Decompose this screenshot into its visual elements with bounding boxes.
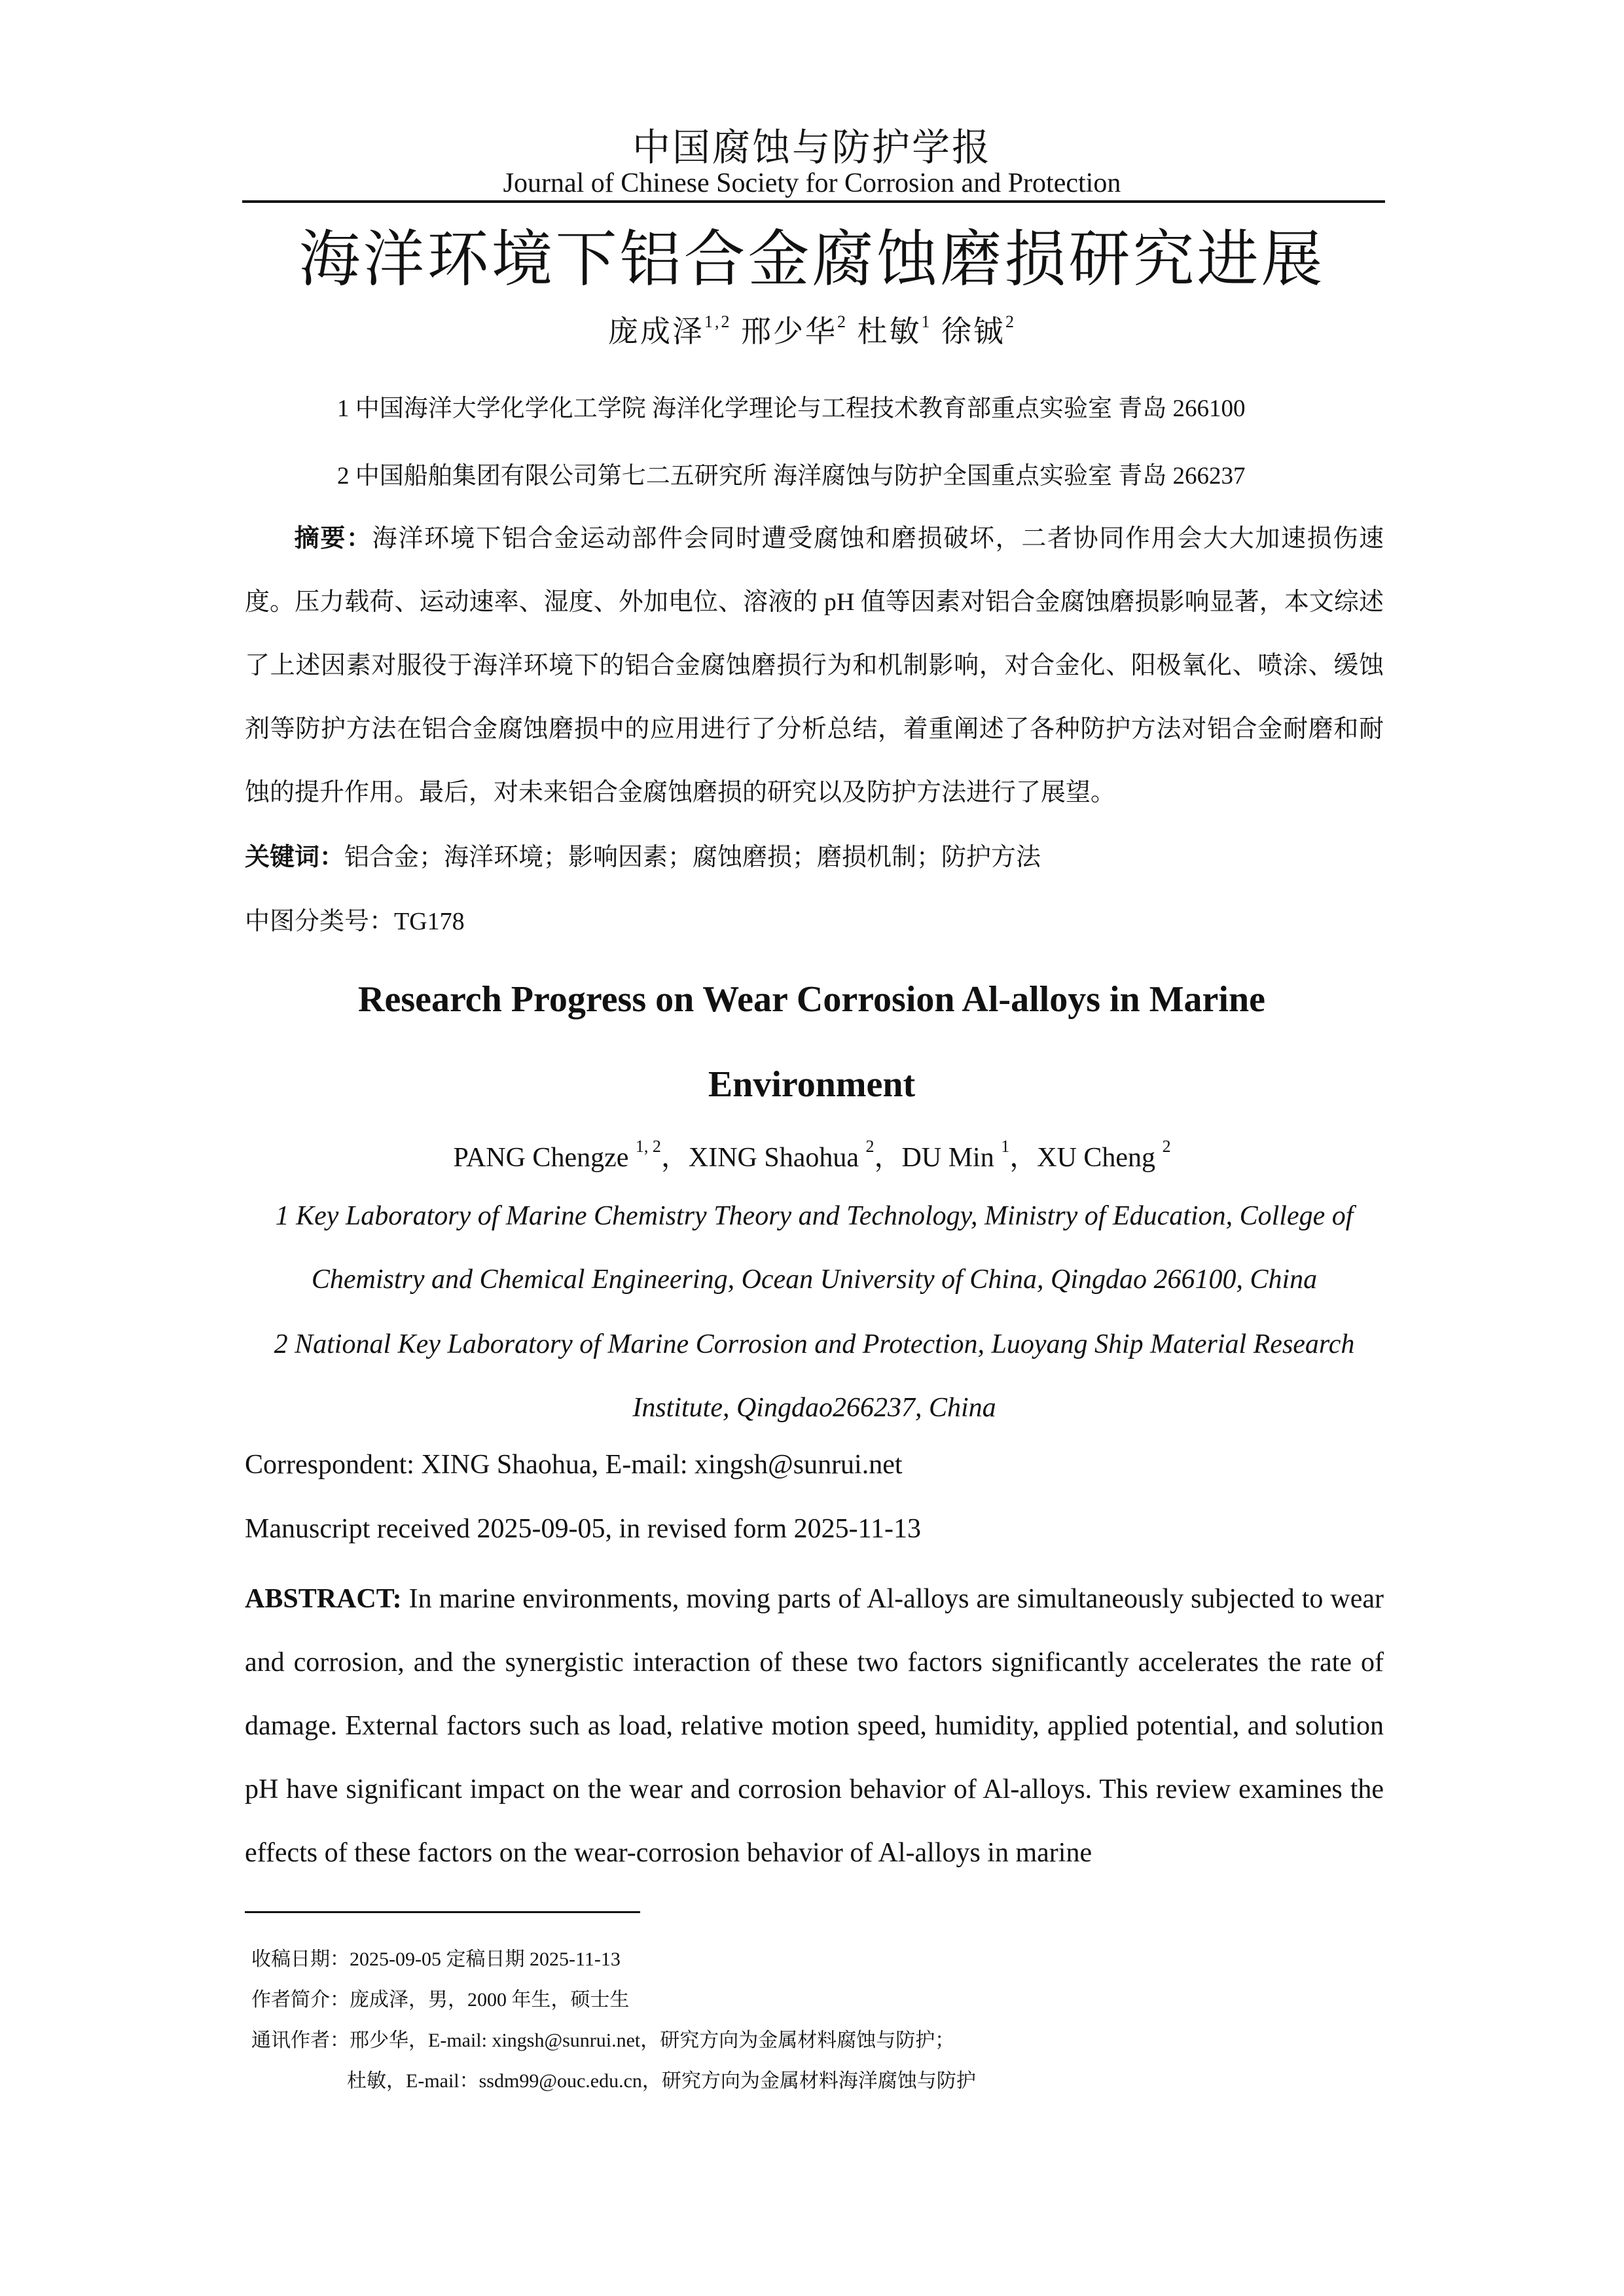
abstract-en-text: In marine environments, moving parts of Al-alloys are simultaneously subjected to wear and corrosion, and the synergistic interaction of these two factors significantly accelerates the rate of damage. External factors such as load, relative motion speed, humidity, applied potential, and solution pH have significant impact on the wear and corrosion behavior of Al-alloys. This review examines the effects of these factors on the wear-corrosion behavior of Al-alloys in marine xyxy=(245,1584,1384,1868)
abstract-cn-text: 海洋环境下铝合金运动部件会同时遭受腐蚀和磨损破坏，二者协同作用会大大加速损伤速度。压力载荷、运动速率、湿度、外加电位、溶液的 pH 值等因素对铝合金腐蚀磨损影响显著，本文综述了上述因素对服役于海洋环境下的铝合金腐蚀磨损行为和机制影响，对合金化、阳极氧化、喷涂、缓蚀剂等防护方法在铝合金腐蚀磨损中的应用进行了分析总结，着重阐述了各种防护方法对铝合金耐磨和耐蚀的提升作用。最后，对未来铝合金腐蚀磨损的研究以及防护方法进行了展望。 xyxy=(245,525,1384,806)
author-affiliation-mark: 2 xyxy=(865,1137,875,1156)
author-cn: 庞成泽 xyxy=(608,315,704,348)
abstract-cn xyxy=(245,507,1384,825)
author-affiliation-mark: 2 xyxy=(1162,1137,1171,1156)
author-separator: ， xyxy=(874,1143,902,1173)
author-en: XU Cheng xyxy=(1037,1143,1156,1173)
footnote-correspondent-2: 杜敏，E-mail：ssdm99@ouc.edu.cn，研究方向为金属材料海洋腐蚀与防护 xyxy=(347,2070,976,2092)
author-en: XING Shaohua xyxy=(688,1143,859,1173)
author-affiliation-mark: 2 xyxy=(837,312,848,331)
paper-title-en: Research Progress on Wear Corrosion Al-alloys in Marine Environment xyxy=(358,979,1265,1105)
footnote-author-bio: 作者简介：庞成泽，男，2000 年生，硕士生 xyxy=(251,1989,630,2011)
footnote-correspondent: 通讯作者：邢少华，E-mail: xingsh@sunrui.net，研究方向为金属材料腐蚀与防护； xyxy=(251,2030,955,2051)
correspondent-en: Correspondent: XING Shaohua, E-mail: xingsh@sunrui.net xyxy=(245,1450,903,1480)
paper-title-cn: 海洋环境下铝合金腐蚀磨损研究进展 xyxy=(298,224,1326,295)
author-affiliation-mark: 2 xyxy=(1005,312,1016,331)
authors-en xyxy=(0,1136,1624,1175)
journal-title-cn: 中国腐蚀与防护学报 xyxy=(632,126,992,169)
footnote-received: 收稿日期：2025-09-05 定稿日期 2025-11-13 xyxy=(251,1948,621,1970)
affiliation-en-1: 1 Key Laboratory of Marine Chemistry Theory and Technology, Ministry of Education, College of Chemistry and Chemical Engineering, Ocean University of China, Qingdao 266100, China xyxy=(275,1201,1354,1295)
affiliation-cn-2: 2 中国船舶集团有限公司第七二五研究所 海洋腐蚀与防护全国重点实验室 青岛 266237 xyxy=(337,463,1246,490)
keywords-cn-label: 关键词： xyxy=(245,844,345,871)
author-en: PANG Chengze xyxy=(453,1143,629,1173)
footnote-rule xyxy=(245,1911,640,1913)
journal-title-en: Journal of Chinese Society for Corrosion and Protection xyxy=(503,168,1121,198)
affiliation-en-2: 2 National Key Laboratory of Marine Corrosion and Protection, Luoyang Ship Material Research Institute, Qingdao266237, China xyxy=(274,1329,1355,1423)
author-separator: ， xyxy=(660,1143,689,1173)
clc-number: 中图分类号：TG178 xyxy=(245,908,465,935)
manuscript-received-en: Manuscript received 2025-09-05, in revised form 2025-11-13 xyxy=(245,1514,921,1544)
keywords-cn-text: 铝合金；海洋环境；影响因素；腐蚀磨损；磨损机制；防护方法 xyxy=(344,844,1041,871)
author-cn: 杜敏 xyxy=(857,315,922,348)
header-rule xyxy=(242,200,1385,203)
abstract-cn-label: 摘要： xyxy=(293,525,372,552)
author-separator: ， xyxy=(1009,1143,1038,1173)
author-affiliation-mark: 1 xyxy=(921,312,932,331)
author-affiliation-mark: 1,2 xyxy=(704,312,732,331)
keywords-cn xyxy=(245,836,1041,872)
author-cn: 徐铖 xyxy=(941,315,1005,348)
author-cn: 邢少华 xyxy=(741,315,837,348)
abstract-en xyxy=(245,1568,1384,1885)
affiliation-cn-1: 1 中国海洋大学化学化工学院 海洋化学理论与工程技术教育部重点实验室 青岛 266100 xyxy=(337,395,1246,422)
author-affiliation-mark: 1, 2 xyxy=(635,1137,661,1156)
authors-cn xyxy=(0,308,1624,351)
author-en: DU Min xyxy=(901,1143,994,1173)
abstract-en-label: ABSTRACT: xyxy=(245,1584,402,1614)
author-affiliation-mark: 1 xyxy=(1001,1137,1010,1156)
